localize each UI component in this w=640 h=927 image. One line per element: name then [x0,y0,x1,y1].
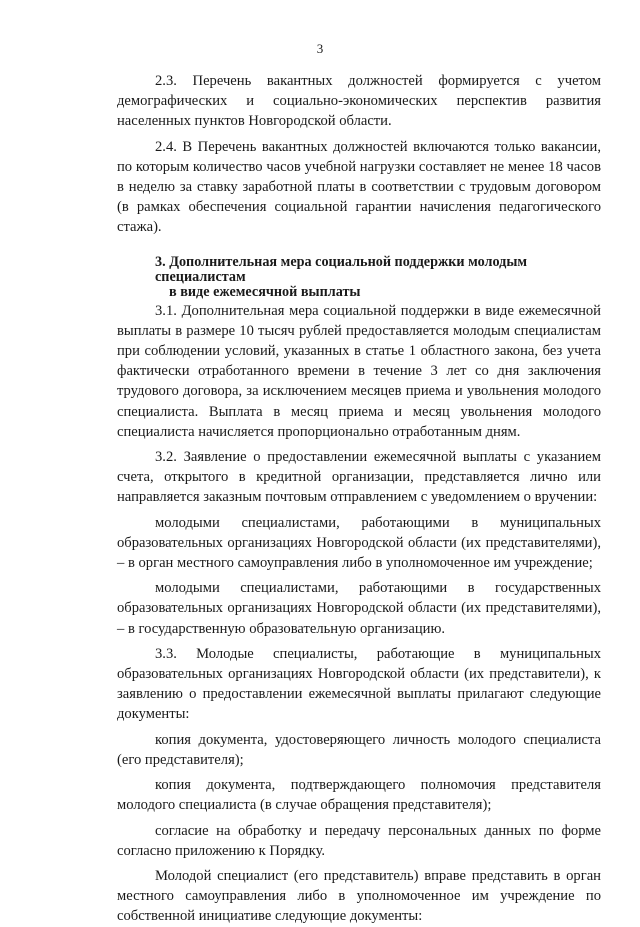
page-number: 3 [316,41,324,56]
document-body [117,71,601,927]
paragraph-2-4: 2.4. В Перечень вакантных должностей включаются только вакансии, по которым количество часов учебной нагрузки составляет не менее 18 часов в неделю за ставку заработной платы в соответствии с трудовым договором (в рамках обеспечения социальной гарантии начисления педагогического стажа). [117,138,601,236]
paragraph-3-2-municipal: молодыми специалистами, работающими в муниципальных образовательных организациях Новгородской области (их представителями), – в орган местного самоуправления либо в уполномоченное им учреждение; [117,514,601,572]
paragraph-3-2-state: молодыми специалистами, работающими в государственных образовательных организациях Новгородской области (их представителями), – в государственную образовательную организацию. [117,580,601,637]
section-3-heading-line-1: 3. Дополнительная мера социальной поддержки молодым специалистам [155,253,528,285]
paragraph-3-2: 3.2. Заявление о предоставлении ежемесячной выплаты с указанием счета, открытого в кредитной организации, представляется лично или направляется заказным почтовым отправлением с уведомлением о вручении: [117,449,601,506]
paragraph-3-3: 3.3. Молодые специалисты, работающие в муниципальных образовательных организациях Новгородской области (их представители), к заявлению о предоставлении ежемесячной выплаты прилагают следующие документы: [117,645,601,723]
list-item-data-consent: согласие на обработку и передачу персональных данных по форме согласно приложению к Порядку. [117,822,601,859]
paragraph-own-initiative: Молодой специалист (его представитель) вправе представить в орган местного самоуправления либо в уполномоченное им учреждение по собственной инициативе следующие документы: [117,867,601,925]
section-3-heading-line-2: в виде ежемесячной выплаты [169,283,361,300]
section-3-heading [117,255,601,300]
list-item-identity-document: копия документа, удостоверяющего личность молодого специалиста (его представителя); [117,731,601,768]
paragraph-3-1: 3.1. Дополнительная мера социальной поддержки в виде ежемесячной выплаты в размере 10 тысяч рублей предоставляется молодым специалистам при соблюдении условий, указанных в статье 1 областного закона, без учета фактически отработанного времени в течение 3 лет со дня заключения трудового договора, за исключением месяцев приема и увольнения молодого специалиста. Выплата в месяц приема и месяц увольнения молодого специалиста начисляется пропорционально отработанным дням. [117,302,601,440]
list-item-authority-document: копия документа, подтверждающего полномочия представителя молодого специалиста (в случае обращения представителя); [117,777,601,814]
paragraph-2-3: 2.3. Перечень вакантных должностей формируется с учетом демографических и социально-экономических перспектив развития населенных пунктов Новгородской области. [117,73,601,130]
